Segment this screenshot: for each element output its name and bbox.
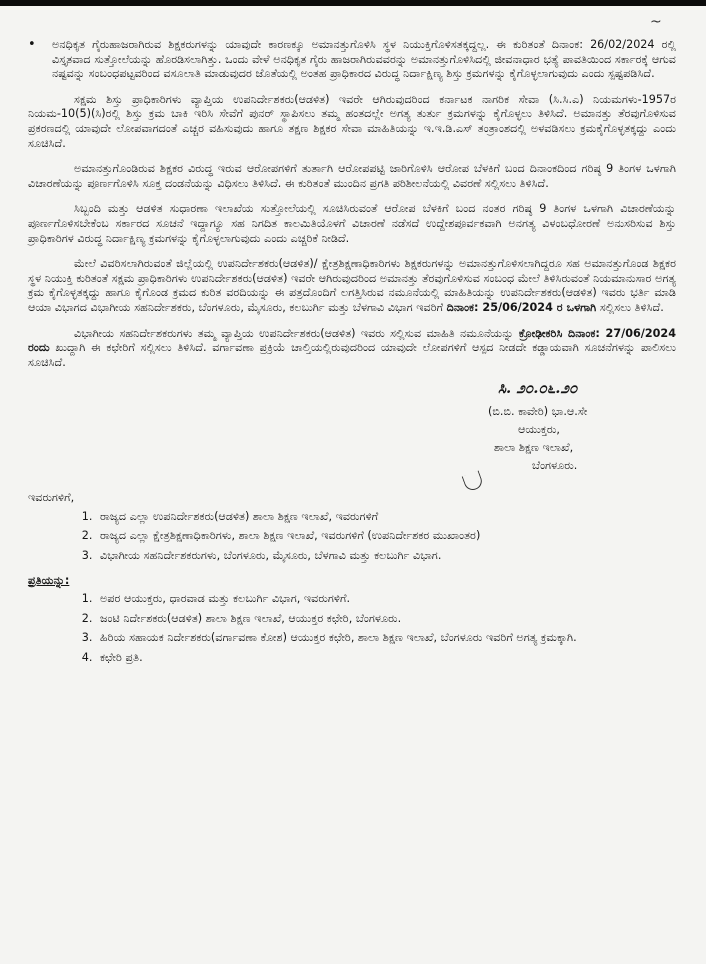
- copies-heading: ಪ್ರತಿಯನ್ನು:: [28, 573, 70, 587]
- consolidation-text: ವಿಭಾಗೀಯ ಸಹನಿರ್ದೇಶಕರುಗಳು ತಮ್ಮ ವ್ಯಾಪ್ತಿಯ ಉಪನಿರ್ದೇಶಕರು(ಆಡಳಿತ) ಇವರು ಸಲ್ಲಿಸುವ ಮಾಹಿತಿ ನಮೂನೆಯನ್ನು: [74, 326, 519, 340]
- paragraph-consolidation: [28, 327, 676, 371]
- signatory-department: ಶಾಲಾ ಶಿಕ್ಷಣ ಇಲಾಖೆ,: [494, 441, 574, 455]
- consolidation-date: ಕ್ರೋಢೀಕರಿಸಿ ದಿನಾಂಕ: 27/06/2024 ರಂದು: [28, 326, 677, 355]
- list-item: 3. ಹಿರಿಯ ಸಹಾಯಕ ನಿರ್ದೇಶಕರು(ವರ್ಗಾವಣಾ ಕೋಶ) ಆಯುಕ್ತರ ಕಛೇರಿ, ಶಾಲಾ ಶಿಕ್ಷಣ ಇಲಾಖೆ, ಬೆಂಗಳೂರು ಇವರಿಗೆ ಅಗತ್ಯ ಕ್ರಮಕ್ಕಾಗಿ.: [96, 631, 676, 646]
- list-item: 2. ರಾಜ್ಯದ ಎಲ್ಲಾ ಕ್ಷೇತ್ರಶಿಕ್ಷಣಾಧಿಕಾರಿಗಳು, ಶಾಲಾ ಶಿಕ್ಷಣ ಇಲಾಖೆ, ಇವರುಗಳಿಗೆ (ಉಪನಿರ್ದೇಶಕರ ಮುಖಾಂತರ): [96, 529, 676, 544]
- list-item: 3. ವಿಭಾಗೀಯ ಸಹನಿರ್ದೇಶಕರುಗಳು, ಬೆಂಗಳೂರು, ಮೈಸೂರು, ಬೆಳಗಾವಿ ಮತ್ತು ಕಲಬುರ್ಗಿ ವಿಭಾಗ.: [96, 549, 676, 564]
- bullet-icon: •: [28, 37, 36, 52]
- paragraph-charge-sheet: ಅಮಾನತ್ತುಗೊಂಡಿರುವ ಶಿಕ್ಷಕರ ವಿರುದ್ಧ ಇರುವ ಆರೋಪಗಳಿಗೆ ತುರ್ತಾಗಿ ಆರೋಪಪಟ್ಟಿ ಜಾರಿಗೊಳಿಸಿ ಆರೋಪ ಬೆಳಕಿಗೆ ಬಂದ ದಿನಾಂಕದಿಂದ ಗರಿಷ್ಠ 9 ತಿಂಗಳ ಒಳಗಾಗಿ ವಿಚಾರಣೆಯನ್ನು ಪೂರ್ಣಗೊಳಿಸಿ ಸೂಕ್ತ ದಂಡನೆಯನ್ನು ವಿಧಿಸಲು ತಿಳಿಸಿದೆ. ಈ ಕುರಿತಂತೆ ಮುಂದಿನ ಪ್ರಗತಿ ಪರಿಶೀಲನೆಯಲ್ಲಿ ವಿವರಣೆ ಸಲ್ಲಿಸಲು ತಿಳಿಸಿದೆ.: [28, 162, 676, 190]
- paragraph-report-deadline: [28, 257, 676, 315]
- report-deadline-end: ಸಲ್ಲಿಸಲು ತಿಳಿಸಿದೆ.: [596, 300, 664, 314]
- report-deadline-date: ದಿನಾಂಕ: 25/06/2024 ರ ಒಳಗಾಗಿ: [446, 300, 597, 314]
- copies-list: [28, 592, 676, 665]
- report-deadline-text: ಮೇಲೆ ವಿವರಿಸಲಾಗಿರುವಂತೆ ಜಿಲ್ಲೆಯಲ್ಲಿ ಉಪನಿರ್ದೇಶಕರು(ಆಡಳಿತ)/ ಕ್ಷೇತ್ರಶಿಕ್ಷಣಾಧಿಕಾರಿಗಳು ಶಿಕ್ಷಕರುಗಳನ್ನು ಅಮಾನತ್ತುಗೊಳಿಸಲಾಗಿದ್ದರೂ ಸಹ ಅಮಾನತ್ತುಗೊಂಡ ಶಿಕ್ಷಕರ ಸ್ಥಳ ನಿಯುಕ್ತಿ ಕುರಿತಂತೆ ಸಕ್ಷಮ ಪ್ರಾಧಿಕಾರಿಗಳು ಉಪನಿರ್ದೇಶಕರು(ಆಡಳಿತ) ಇವರೇ ಆಗಿರುವುದರಿಂದ ಅಮಾನತ್ತು ತೆರವುಗೊಳಿಸುವ ಸಂಬಂಧ ಮೇಲೆ ತಿಳಿಸಿರುವಂತೆ ನಿಯಮಾನುಸಾರ ಅಗತ್ಯ ಕ್ರಮ ಕೈಗೊಳ್ಳತಕ್ಕದ್ದು ಹಾಗೂ ಕೈಗೊಂಡ ಕ್ರಮದ ಕುರಿತ ವರದಿಯನ್ನು ಈ ಪತ್ರದೊಂದಿಗೆ ಲಗತ್ತಿಸಿರುವ ನಮೂನೆಯಲ್ಲಿ ಮಾಹಿತಿಯನ್ನು ಉಪನಿರ್ದೇಶಕರು(ಆಡಳಿತ) ಇವರು ಭರ್ತಿ ಮಾಡಿ ಆಯಾ ವಿಭಾಗದ ವಿಭಾಗೀಯ ಸಹನಿರ್ದೇಶಕರು, ಬೆಂಗಳೂರು, ಮೈಸೂರು, ಕಲಬುರ್ಗಿ ಮತ್ತು ಬೆಳಗಾವಿ ವಿಭಾಗ ಇವರಿಗೆ: [28, 257, 676, 314]
- addressee-list: [28, 510, 676, 564]
- initial-tick-icon: [462, 471, 485, 493]
- handwritten-signature: ಸಿ. ೨೦.೦೬.೨೦: [498, 379, 578, 398]
- signatory-city: ಬೆಂಗಳೂರು.: [532, 459, 578, 473]
- corner-mark: ~: [650, 14, 662, 30]
- bullet-text: ಅನಧಿಕೃತ ಗೈರುಹಾಜರಾಗಿರುವ ಶಿಕ್ಷಕರುಗಳನ್ನು ಯಾವುದೇ ಕಾರಣಕ್ಕೂ ಅಮಾನತ್ತುಗೊಳಿಸಿ ಸ್ಥಳ ನಿಯುಕ್ತಿಗೊಳಿಸತಕ್ಕದ್ದಲ್ಲ. ಈ ಕುರಿತಂತೆ ದಿನಾಂಕ: 26/02/2024 ರಲ್ಲಿ ವಿಸ್ತೃತವಾದ ಸುತ್ತೋಲೆಯನ್ನು ಹೊರಡಿಸಲಾಗಿತ್ತು. ಒಂದು ವೇಳೆ ಅನಧಿಕೃತ ಗೈರು ಹಾಜರಾಗಿರುವವರನ್ನು ಅಮಾನತ್ತುಗೊಳಿಸಿದಲ್ಲಿ ಜೀವನಾಧಾರ ಭತ್ಯೆ ಪಾವತಿಯಿಂದ ಸರ್ಕಾರಕ್ಕೆ ಆಗುವ ನಷ್ಟವನ್ನು ಸಂಬಂಧಪಟ್ಟವರಿಂದ ವಸೂಲಾತಿ ಮಾಡುವುದರ ಜೊತೆಯಲ್ಲಿ ಅಂತಹ ಪ್ರಾಧಿಕಾರದ ವಿರುದ್ಧ ನಿರ್ದಾಕ್ಷಿಣ್ಯ ಶಿಸ್ತು ಕ್ರಮಗಳನ್ನು ಕೈಗೊಳ್ಳಲಾಗುವುದು ಎಂದು ಸ್ಪಷ್ಟಪಡಿಸಿದೆ.: [52, 38, 676, 81]
- top-dark-strip: [0, 0, 706, 6]
- bullet-paragraph: [28, 38, 676, 82]
- signature-block: [28, 381, 676, 489]
- paragraph-reinstatement: ಸಕ್ಷಮ ಶಿಸ್ತು ಪ್ರಾಧಿಕಾರಿಗಳು ವ್ಯಾಪ್ತಿಯ ಉಪನಿರ್ದೇಶಕರು(ಆಡಳಿತ) ಇವರೇ ಆಗಿರುವುದರಿಂದ ಕರ್ನಾಟಕ ನಾಗರಿಕ ಸೇವಾ (ಸಿ.ಸಿ.ಎ) ನಿಯಮಗಳು-1957ರ ನಿಯಮ-10(5)(ಸಿ)ರಲ್ಲಿ ಶಿಸ್ತು ಕ್ರಮ ಬಾಕಿ ಇರಿಸಿ ಸೇವೆಗೆ ಪುನರ್ ಸ್ಥಾಪಿಸಲು ತಮ್ಮ ಹಂತದಲ್ಲೇ ಅಗತ್ಯ ತುರ್ತು ಕ್ರಮಗಳನ್ನು ಕೈಗೊಳ್ಳಲು ತಿಳಿಸಿದೆ. ಅಮಾನತ್ತು ತೆರವುಗೊಳಿಸುವ ಪ್ರಕರಣದಲ್ಲಿ ಯಾವುದೇ ಲೋಪವಾಗದಂತೆ ಎಚ್ಚರ ವಹಿಸುವುದು ಹಾಗೂ ತಕ್ಷಣ ಶಿಕ್ಷಕರ ಸೇವಾ ಮಾಹಿತಿಯನ್ನು ಇ.ಇ.ಡಿ.ಎಸ್ ತಂತ್ರಾಂಶದಲ್ಲಿ ಅಳವಡಿಸಲು ಕ್ರಮಕೈಗೊಳ್ಳತಕ್ಕದ್ದು ಎಂದು ಸೂಚಿಸಿದೆ.: [28, 92, 676, 150]
- paragraph-warning: ಸಿಬ್ಬಂದಿ ಮತ್ತು ಆಡಳಿತ ಸುಧಾರಣಾ ಇಲಾಖೆಯ ಸುತ್ತೋಲೆಯಲ್ಲಿ ಸೂಚಿಸಿರುವಂತೆ ಆರೋಪ ಬೆಳಕಿಗೆ ಬಂದ ನಂತರ ಗರಿಷ್ಠ 9 ತಿಂಗಳ ಒಳಗಾಗಿ ವಿಚಾರಣೆಯನ್ನು ಪೂರ್ಣಗೊಳಿಸಬೇಕೆಂಬ ಸರ್ಕಾರದ ಸೂಚನೆ ಇದ್ದಾಗ್ಯೂ ಸಹ ನಿಗದಿತ ಕಾಲಮಿತಿಯೊಳಗೆ ವಿಚಾರಣೆ ನಡೆಸದೆ ಉದ್ದೇಶಪೂರ್ವಕವಾಗಿ ಅನಗತ್ಯ ವಿಳಂಬಧೋರಣೆ ಅನುಸರಿಸುವ ಶಿಸ್ತು ಪ್ರಾಧಿಕಾರಿಗಳ ವಿರುದ್ಧ ನಿರ್ದಾಕ್ಷಿಣ್ಯ ಕ್ರಮಗಳನ್ನು ಕೈಗೊಳ್ಳಲಾಗುವುದು ಎಂದು ಎಚ್ಚರಿಕೆ ನೀಡಿದೆ.: [28, 202, 676, 245]
- list-item: 1. ಅಪರ ಆಯುಕ್ತರು, ಧಾರವಾಡ ಮತ್ತು ಕಲಬುರ್ಗಿ ವಿಭಾಗ, ಇವರುಗಳಿಗೆ.: [96, 592, 676, 607]
- addressee-heading: ಇವರುಗಳಿಗೆ,: [28, 491, 75, 505]
- list-item: 2. ಜಂಟಿ ನಿರ್ದೇಶಕರು(ಆಡಳಿತ) ಶಾಲಾ ಶಿಕ್ಷಣ ಇಲಾಖೆ, ಆಯುಕ್ತರ ಕಛೇರಿ, ಬೆಂಗಳೂರು.: [96, 612, 676, 627]
- signatory-designation: ಆಯುಕ್ತರು,: [518, 423, 560, 437]
- consolidation-end: ಖುದ್ದಾಗಿ ಈ ಕಛೇರಿಗೆ ಸಲ್ಲಿಸಲು ತಿಳಿಸಿದೆ. ವರ್ಗಾವಣಾ ಪ್ರಕ್ರಿಯೆ ಚಾಲ್ತಿಯಲ್ಲಿರುವುದರಿಂದ ಯಾವುದೇ ಲೋಪಗಳಿಗೆ ಆಸ್ಪದ ನೀಡದೇ ಕಡ್ಡಾಯವಾಗಿ ಸೂಚನೆಗಳನ್ನು ಪಾಲಿಸಲು ಸೂಚಿಸಿದೆ.: [28, 341, 676, 369]
- document-body: [28, 38, 676, 676]
- signatory-name: (ಬಿ.ಬಿ. ಕಾವೇರಿ) ಭಾ.ಆ.ಸೇ: [488, 405, 588, 419]
- list-item: 1. ರಾಜ್ಯದ ಎಲ್ಲಾ ಉಪನಿರ್ದೇಶಕರು(ಆಡಳಿತ) ಶಾಲಾ ಶಿಕ್ಷಣ ಇಲಾಖೆ, ಇವರುಗಳಿಗೆ: [96, 510, 676, 525]
- list-item: 4. ಕಛೇರಿ ಪ್ರತಿ.: [96, 651, 676, 666]
